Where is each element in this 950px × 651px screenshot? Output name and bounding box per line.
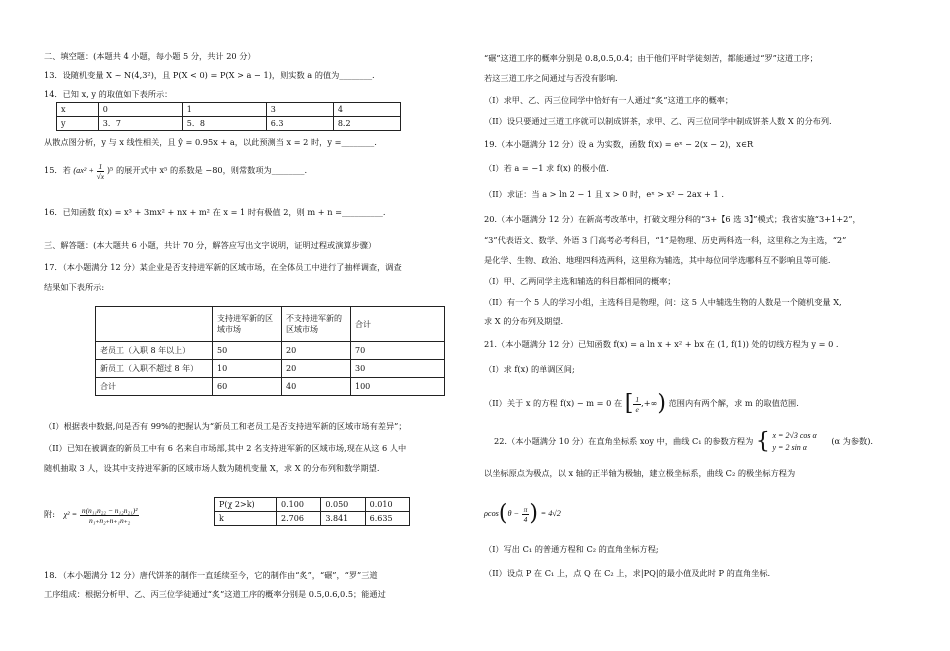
q15-frac-den: √x [96, 171, 105, 181]
q14-row [57, 117, 401, 131]
interval-right-paren: ) [657, 391, 666, 416]
q17-cell: 100 [351, 378, 445, 396]
q17-cell: 10 [213, 360, 282, 378]
polar-right-paren: ) [529, 501, 539, 526]
q20-part2-line2: 求 X 的分布列及期望. [484, 316, 564, 326]
crit-row [215, 512, 410, 526]
question-22-line2: 以坐标原点为极点，以 x 轴的正半轴为极轴，建立极坐标系，曲线 C₂ 的极坐标方程为 [484, 468, 796, 478]
q17-cell: 新员工（入职不超过 8 年） [96, 360, 213, 378]
question-20-line1: 20.（本小题满分 12 分）在新高考改革中，打破文理分科的“3+【6 选 3】”模式；我省实施“3+1+2”， [484, 214, 861, 224]
crit-cell: 0.010 [365, 498, 409, 512]
q14-cell: 3．7 [98, 117, 182, 131]
question-17-line1: 17．（本小题满分 12 分）某企业是否支持进军新的区域市场，在全体员工中进行了抽样调查，调查 [44, 262, 402, 272]
q15-suffix: )⁵ 的展开式中 x⁵ 的系数是 −80，则常数项为________. [106, 165, 308, 175]
interval-tail: ,+∞ [641, 398, 658, 408]
q18-part1: （I）求甲、乙、丙三位同学中恰好有一人通过“炙”这道工序的概率； [484, 95, 734, 105]
q20-part1: （I）甲、乙两同学主选和辅选的科目都相同的概率； [484, 276, 676, 286]
q15-expression: (ax² + [73, 166, 94, 175]
crit-cell: 0.050 [321, 498, 365, 512]
polar-prefix: ρcos [484, 509, 499, 518]
q18-part2: （II）设只要通过三道工序就可以制成饼茶，求甲、乙、丙三位同学中制成饼茶人数 X 的分布列. [484, 116, 832, 126]
parametric-system [773, 430, 817, 454]
question-17-line2: 结果如下表所示: [44, 282, 105, 292]
interval-frac-num: 1 [635, 394, 640, 404]
q14-cell: 3 [266, 103, 333, 117]
critical-value-table [214, 497, 410, 526]
q14-cell: 8.2 [333, 117, 400, 131]
q17-cell: 支持进军新的区域市场 [213, 307, 282, 342]
question-13: 13．设随机变量 X ~ N(4,3²)，且 P(X < 0) = P(X > a − 1)，则实数 a 的值为________. [44, 70, 375, 80]
chi-square-formula [44, 503, 139, 526]
q18-line4: 若这三道工序之间通过与否没有影响. [484, 73, 618, 83]
q21-part2-prefix: （II）关于 x 的方程 f(x) − m = 0 在 [484, 398, 623, 408]
question-15 [44, 160, 307, 181]
q22-part1: （I）写出 C₁ 的普通方程和 C₂ 的直角坐标方程; [484, 544, 659, 554]
formula-lhs: χ² = [63, 510, 78, 519]
crit-cell: 2.706 [277, 512, 321, 526]
question-18-line2: 工序组成：根据分析甲、乙、丙三位学徒通过“炙”这道工序的概率分别是 0.5,0.6,0.5；能通过 [44, 589, 386, 599]
q21-part2-suffix: 范围内有两个解，求 m 的取值范围. [668, 398, 799, 408]
q17-cell: 合计 [351, 307, 445, 342]
q14-cell: 1 [182, 103, 266, 117]
q14-cell: 4 [333, 103, 400, 117]
q17-row [96, 360, 445, 378]
interval-left-bracket: [ [624, 391, 634, 416]
q14-cell: x [57, 103, 99, 117]
q17-part2-line2: 随机抽取 3 人，设其中支持进军新的区域市场人数为随机变量 X，求 X 的分布列和数学期望. [44, 463, 380, 473]
q14-table [56, 102, 401, 131]
formula-label: 附: [44, 509, 55, 519]
polar-rhs: = 4√2 [540, 509, 561, 518]
question-19: 19.（本小题满分 12 分）设 a 为实数，函数 f(x) = eˣ − 2(x − 2)，x∈R [484, 139, 754, 149]
crit-cell: 0.100 [277, 498, 321, 512]
q19-part1: （I）若 a = −1 求 f(x) 的极小值. [484, 163, 609, 173]
q18-line3: “碾”这道工序的概率分别是 0.8,0.5,0.4；由于他们平时学徒刻苦，都能通过“罗”这道工序； [484, 53, 818, 63]
question-20-line3: 是化学、生物、政治、地理四科选两科，这里称为辅选，其中每位同学选哪科互不影响且等可能. [484, 255, 831, 265]
polar-equation [484, 500, 561, 527]
question-14: 14．已知 x, y 的取值如下表所示： [44, 89, 173, 99]
polar-left-paren: ( [498, 501, 508, 526]
section3-title: 三、解答题：(本大题共 6 小题，共计 70 分，解答应写出文字说明，证明过程或演算步骤） [44, 240, 377, 250]
system-brace: { [755, 429, 770, 454]
param-eq-y: y = 2 sin α [772, 443, 807, 452]
param-eq-x: x = 2√3 cos α [772, 431, 817, 440]
crit-cell: k [215, 512, 277, 526]
crit-row [215, 498, 410, 512]
section2-title: 二、填空题：(本题共 4 小题，每小题 5 分，共计 20 分） [44, 51, 256, 61]
question-22 [494, 429, 873, 454]
q14-cell: 6.3 [266, 117, 333, 131]
question-18-line1: 18．（本小题满分 12 分）唐代饼茶的制作一直延续至今，它的制作由“炙”，“碾”，“罗”三道 [44, 570, 378, 580]
crit-cell: P(χ 2>k) [215, 498, 277, 512]
interval-frac-den: e [635, 404, 639, 414]
q22-param-note: (α 为参数). [831, 436, 873, 446]
q17-cell: 20 [282, 360, 351, 378]
q19-part2: （II）求证：当 a > ln 2 − 1 且 x > 0 时，eˣ > x² − 2ax + 1 . [484, 189, 724, 199]
q20-part2-line1: （II）有一个 5 人的学习小组，主选科目是物理，问：这 5 人中辅选生物的人数是一个随机变量 X, [484, 297, 842, 307]
pi-den: 4 [523, 514, 528, 524]
question-14-tail: 从散点图分析，y 与 x 线性相关，且 ŷ = 0.95x + a，以此预测当 x = 2 时，y =________. [44, 137, 377, 147]
q15-prefix: 15．若 [44, 165, 71, 175]
q17-cell: 60 [213, 378, 282, 396]
q17-row [96, 307, 445, 342]
q17-cell: 不支持进军新的区域市场 [282, 307, 351, 342]
q17-part2-line1: （II）已知在被调查的新员工中有 6 名来自市场部,其中 2 名支持进军新的区域市场,现在从这 6 人中 [44, 443, 407, 453]
formula-numerator: n(n₁₁n₂₂ − n₁₂n₂₁)² [81, 505, 138, 515]
q17-cell: 30 [351, 360, 445, 378]
q15-frac-num: 1 [98, 161, 103, 171]
crit-cell: 6.635 [365, 512, 409, 526]
q17-cell: 老员工（入职 8 年以上） [96, 342, 213, 360]
q21-part1: （I）求 f(x) 的单调区间; [484, 364, 575, 374]
pi-num: π [523, 504, 528, 514]
q17-cell: 50 [213, 342, 282, 360]
question-20-line2: “3”代表语文、数学、外语 3 门高考必考科目，“1”是物理、历史两科选一科，这里称之为主选，“2” [484, 235, 847, 245]
q14-cell: 5．8 [182, 117, 266, 131]
formula-denominator: n₁₊n₂₊n₊₁n₊₂ [89, 515, 131, 525]
q17-cell [96, 307, 213, 342]
q17-survey-table [95, 306, 445, 396]
q14-cell: 0 [98, 103, 182, 117]
q22-prefix: 22.（本小题满分 10 分）在直角坐标系 xoy 中，曲线 C₁ 的参数方程为 [494, 436, 754, 446]
q22-part2: （II）设点 P 在 C₁ 上，点 Q 在 C₂ 上，求|PQ|的最小值及此时 P 的直角坐标. [484, 568, 771, 578]
question-16: 16．已知函数 f(x) = x³ + 3mx² + nx + m² 在 x = 1 时有极值 2，则 m + n =__________. [44, 207, 386, 217]
q17-row [96, 342, 445, 360]
q17-part1: （I）根据表中数据,问是否有 99%的把握认为“新员工和老员工是否支持进军新的区域市场有差异”； [44, 421, 407, 431]
q15-fraction [97, 162, 105, 181]
q17-row [96, 378, 445, 396]
q17-cell: 70 [351, 342, 445, 360]
q14-cell: y [57, 117, 99, 131]
q17-cell: 合计 [96, 378, 213, 396]
q21-part2 [484, 391, 799, 416]
q14-row [57, 103, 401, 117]
polar-mid: θ − [507, 509, 520, 518]
interval-fraction [633, 395, 641, 414]
crit-cell: 3.841 [321, 512, 365, 526]
formula-fraction [80, 506, 140, 525]
q17-cell: 20 [282, 342, 351, 360]
q17-cell: 40 [282, 378, 351, 396]
question-21: 21.（本小题满分 12 分）已知函数 f(x) = a ln x + x² + bx 在 (1, f(1)) 处的切线方程为 y = 0 . [484, 339, 839, 349]
